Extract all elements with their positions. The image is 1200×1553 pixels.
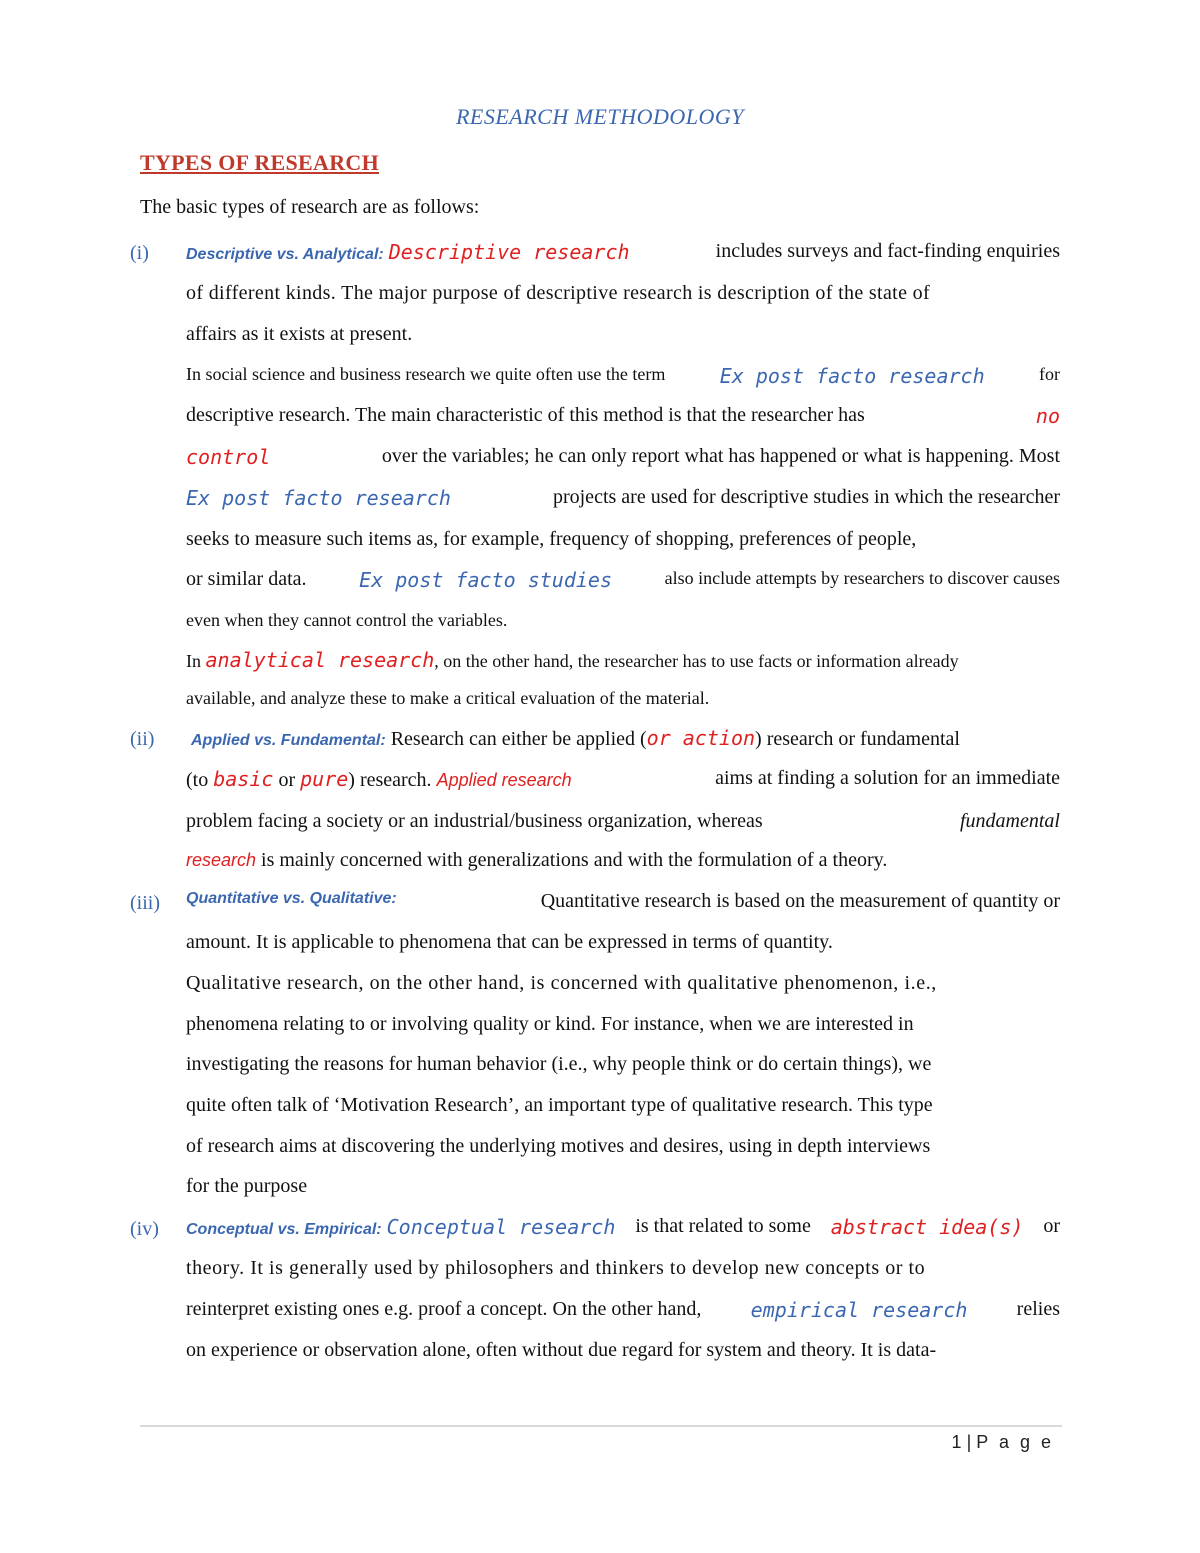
text-run: (to [186, 769, 209, 791]
text-run: ) research or fundamental [755, 728, 960, 750]
text-line: available, and analyze these to make a critical evaluation of the material. [186, 688, 710, 708]
text-line [186, 240, 1060, 265]
term-highlight: Ex post facto studies [359, 568, 613, 592]
text-line [186, 1298, 1060, 1322]
text-line [186, 849, 1060, 872]
term-highlight: Ex post facto research [186, 486, 451, 510]
text-line: quite often talk of ‘Motivation Research’, an important type of qualitative research. This type [186, 1094, 933, 1116]
text-line [186, 767, 1060, 792]
text-line [186, 364, 1060, 388]
term-italic: fundamental [960, 810, 1060, 832]
text-line: affairs as it exists at present. [186, 323, 413, 345]
text-line [186, 445, 1060, 469]
text-line [186, 404, 1060, 428]
text-run: problem facing a society or an industrial/business organization, whereas [186, 810, 763, 832]
text-run: ) research. [348, 769, 432, 791]
text-line: for the purpose [186, 1175, 308, 1197]
footer-separator: | [966, 1432, 972, 1452]
term-highlight: pure [300, 767, 349, 791]
text-line: even when they cannot control the variables. [186, 610, 508, 630]
page-number: 1 [951, 1432, 962, 1452]
text-run: descriptive research. The main characteristic of this method is that the researcher has [186, 404, 865, 426]
footer-divider [140, 1425, 1062, 1427]
item-number: (ii) [130, 728, 155, 750]
text-run: over the variables; he can only report what has happened or what is happening. Most [381, 445, 1060, 467]
text-line: amount. It is applicable to phenomena that can be expressed in terms of quantity. [186, 931, 833, 953]
item-label: Descriptive vs. Analytical: [186, 246, 384, 263]
text-line: seeks to measure such items as, for example, frequency of shopping, preferences of people, [186, 528, 917, 550]
term-highlight: or action [646, 726, 756, 750]
item-label: Conceptual vs. Empirical: [186, 1221, 382, 1238]
text-run: projects are used for descriptive studies in which the researcher [552, 486, 1060, 508]
text-run: or [278, 769, 296, 791]
text-line: Qualitative research, on the other hand, is concerned with qualitative phenomenon, i.e., [186, 972, 937, 994]
text-run: for [1038, 364, 1060, 384]
text-line: investigating the reasons for human behavior (i.e., why people think or do certain things), we [186, 1053, 932, 1075]
term-highlight: control [186, 445, 271, 469]
text-line: on experience or observation alone, often without due regard for system and theory. It is data- [186, 1339, 937, 1361]
text-line: of research aims at discovering the underlying motives and desires, using in depth interviews [186, 1135, 931, 1157]
term-highlight: abstract idea(s) [830, 1215, 1024, 1239]
term-highlight: Ex post facto research [719, 364, 985, 388]
text-run: In social science and business research we quite often use the term [186, 364, 666, 384]
term-highlight: Conceptual research [386, 1215, 616, 1239]
item-number: (iv) [130, 1218, 159, 1240]
text-line [186, 1215, 1060, 1240]
page-footer [952, 1432, 1054, 1453]
section-heading: TYPES OF RESEARCH [140, 150, 379, 175]
text-line: theory. It is generally used by philosophers and thinkers to develop new concepts or to [186, 1257, 926, 1279]
term-highlight: Descriptive research [388, 240, 630, 264]
text-run: or [1043, 1215, 1060, 1237]
term-highlight: analytical research [205, 648, 435, 672]
text-line [186, 810, 1060, 833]
text-line: of different kinds. The major purpose of descriptive research is description of the state of [186, 282, 931, 304]
item-number: (iii) [130, 892, 160, 914]
text-run: is that related to some [635, 1215, 811, 1237]
text-run: Quantitative research is based on the measurement of quantity or [540, 890, 1060, 912]
text-run: includes surveys and fact-finding enquiries [715, 240, 1060, 262]
text-run: is mainly concerned with generalizations and with the formulation of a theory. [261, 849, 888, 871]
page-label: P a g e [976, 1432, 1054, 1452]
text-line [186, 486, 1060, 510]
text-line [186, 890, 1060, 913]
document-title: RESEARCH METHODOLOGY [455, 104, 745, 129]
text-run: aims at finding a solution for an immediate [715, 767, 1060, 789]
term-highlight: Applied research [436, 770, 572, 790]
item-label: Applied vs. Fundamental: [191, 732, 386, 749]
text-line [186, 726, 1060, 751]
text-run: , on the other hand, the researcher has to use facts or information already [434, 651, 959, 671]
text-run: or similar data. [186, 568, 307, 590]
intro-text: The basic types of research are as follows: [140, 196, 480, 218]
item-label: Quantitative vs. Qualitative: [186, 890, 397, 907]
term-highlight: no [1035, 404, 1060, 428]
text-line: phenomena relating to or involving quality or kind. For instance, when we are interested in [186, 1013, 914, 1035]
term-highlight: empirical research [750, 1298, 968, 1322]
text-run: relies [1016, 1298, 1060, 1320]
item-number: (i) [130, 242, 149, 264]
text-line [186, 648, 1060, 672]
text-run: Research can either be applied ( [390, 728, 647, 750]
text-line [186, 568, 1060, 592]
text-run: reinterpret existing ones e.g. proof a concept. On the other hand, [186, 1298, 702, 1320]
term-highlight: research [186, 850, 257, 870]
text-run: also include attempts by researchers to discover causes [664, 568, 1060, 588]
text-run: In [186, 651, 201, 671]
term-highlight: basic [213, 767, 274, 791]
